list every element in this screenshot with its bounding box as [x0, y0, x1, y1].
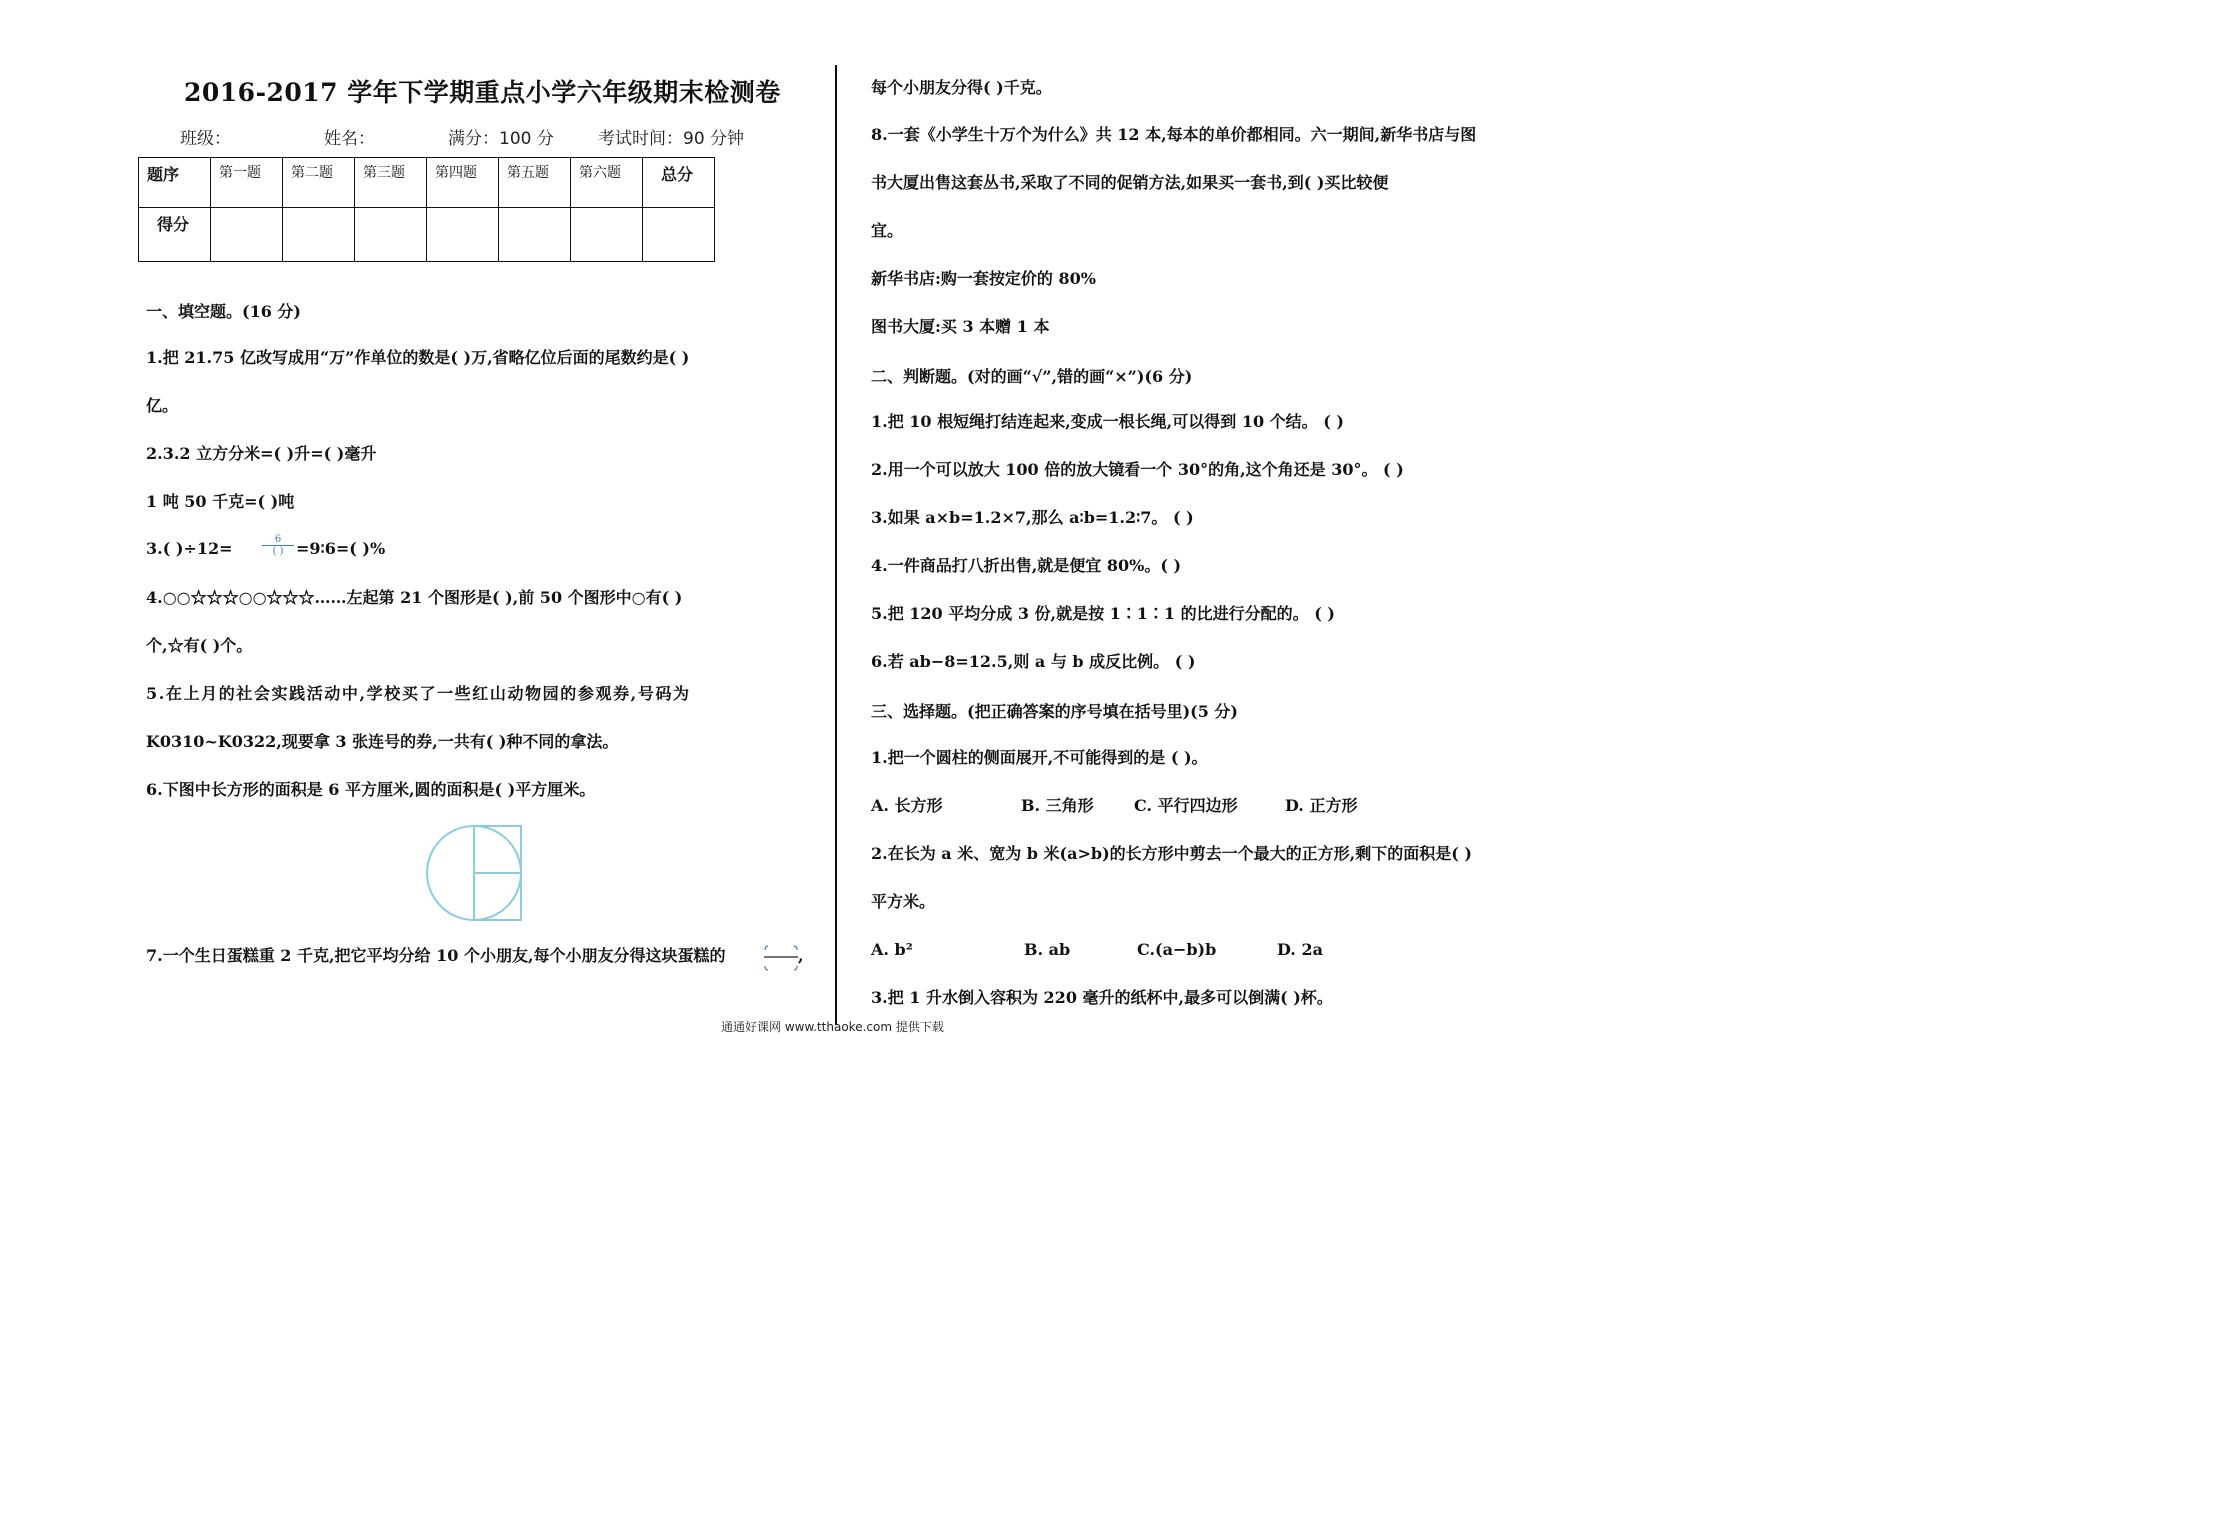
section-multiple-choice: 三、选择题。(把正确答案的序号填在括号里)(5 分)	[871, 702, 1238, 721]
exam-time: 考试时间：90 分钟	[598, 129, 745, 149]
class-label: 班级：	[180, 129, 231, 149]
score-cell-q6: 第六题	[571, 158, 643, 208]
score-blank-cell[interactable]	[427, 208, 499, 262]
choice-1-option-b: B. 三角形	[1021, 796, 1094, 815]
question-2-line1: 2.3.2 立方分米=( )升=( )毫升	[146, 444, 377, 463]
name-label: 姓名：	[324, 129, 375, 149]
score-cell-order: 题序	[139, 158, 211, 208]
score-blank-cell[interactable]	[283, 208, 355, 262]
choice-2-line1: 2.在长为 a 米、宽为 b 米(a>b)的长方形中剪去一个最大的正方形,剩下的面积是( )	[871, 844, 1472, 863]
question-3-fraction	[260, 534, 296, 557]
question-7: 7.一个生日蛋糕重 2 千克,把它平均分给 10 个小朋友,每个小朋友分得这块蛋糕的	[146, 946, 726, 965]
question-8-offer1: 新华书店:购一套按定价的 80%	[871, 269, 1096, 288]
score-cell-q4: 第四题	[427, 158, 499, 208]
judge-2: 2.用一个可以放大 100 倍的放大镜看一个 30°的角,这个角还是 30°。 ( )	[871, 460, 1404, 479]
question-1-line1: 1.把 21.75 亿改写成用“万”作单位的数是( )万,省略亿位后面的尾数约是( )	[146, 348, 690, 367]
circle-rectangle-figure	[420, 820, 530, 925]
choice-2-option-d: D. 2a	[1277, 940, 1323, 959]
score-table-header-row	[139, 158, 715, 208]
question-7-comma: ,	[798, 946, 804, 965]
judge-4: 4.一件商品打八折出售,就是便宜 80%。( )	[871, 556, 1182, 575]
choice-2-option-c: C.(a−b)b	[1137, 940, 1217, 959]
score-blank-cell[interactable]	[499, 208, 571, 262]
question-5-line2: K0310~K0322,现要拿 3 张连号的券,一共有( )种不同的拿法。	[146, 732, 619, 751]
question-7-continued: 每个小朋友分得( )千克。	[871, 78, 1052, 97]
score-blank-cell[interactable]	[211, 208, 283, 262]
score-table-score-row	[139, 208, 715, 262]
question-8-line1: 8.一套《小学生十万个为什么》共 12 本,每本的单价都相同。六一期间,新华书店与图	[871, 125, 1477, 144]
choice-2-option-b: B. ab	[1024, 940, 1071, 959]
question-2-line2: 1 吨 50 千克=( )吨	[146, 492, 295, 511]
question-6: 6.下图中长方形的面积是 6 平方厘米,圆的面积是( )平方厘米。	[146, 780, 596, 799]
score-cell-q2: 第二题	[283, 158, 355, 208]
question-8-line2: 书大厦出售这套丛书,采取了不同的促销方法,如果买一套书,到( )买比较便	[871, 173, 1389, 192]
question-1-line2: 亿。	[146, 396, 179, 415]
judge-6: 6.若 ab−8=12.5,则 a 与 b 成反比例。 ( )	[871, 652, 1196, 671]
choice-3: 3.把 1 升水倒入容积为 220 毫升的纸杯中,最多可以倒满( )杯。	[871, 988, 1333, 1007]
footer-credit: 通通好课网 www.tthaoke.com 提供下载	[721, 1020, 944, 1034]
exam-title: 2016-2017 学年下学期重点小学六年级期末检测卷	[184, 78, 781, 107]
fraction-denominator: ( )	[272, 546, 284, 557]
choice-1-option-d: D. 正方形	[1285, 796, 1358, 815]
score-blank-cell[interactable]	[571, 208, 643, 262]
score-cell-q5: 第五题	[499, 158, 571, 208]
question-8-line3: 宜。	[871, 221, 904, 240]
section-true-false: 二、判断题。(对的画“√”,错的画“×”)(6 分)	[871, 367, 1193, 386]
question-5-line1: 5.在上月的社会实践活动中,学校买了一些红山动物园的参观券,号码为	[146, 684, 691, 703]
choice-1: 1.把一个圆柱的侧面展开,不可能得到的是 ( )。	[871, 748, 1208, 767]
choice-1-option-a: A. 长方形	[871, 796, 943, 815]
score-blank-cell[interactable]	[643, 208, 715, 262]
question-3-pre: 3.( )÷12=	[146, 539, 233, 558]
question-8-offer2: 图书大厦:买 3 本赠 1 本	[871, 317, 1050, 336]
score-cell-total: 总分	[643, 158, 715, 208]
judge-3: 3.如果 a×b=1.2×7,那么 a∶b=1.2∶7。 ( )	[871, 508, 1194, 527]
question-7-fraction-blank	[762, 940, 800, 974]
judge-5: 5.把 120 平均分成 3 份,就是按 1∶1∶1 的比进行分配的。 ( )	[871, 604, 1335, 623]
full-score: 满分：100 分	[448, 129, 554, 149]
choice-1-option-c: C. 平行四边形	[1134, 796, 1238, 815]
judge-1: 1.把 10 根短绳打结连起来,变成一根长绳,可以得到 10 个结。 ( )	[871, 412, 1344, 431]
score-cell-q1: 第一题	[211, 158, 283, 208]
score-blank-cell[interactable]	[355, 208, 427, 262]
choice-2-line2: 平方米。	[871, 892, 936, 911]
choice-2-option-a: A. b²	[871, 940, 913, 959]
section-fill-blank: 一、填空题。(16 分)	[146, 302, 301, 321]
fraction-numerator: 6	[274, 534, 282, 545]
score-cell-q3: 第三题	[355, 158, 427, 208]
question-4-line1: 4.○○☆☆☆○○☆☆☆……左起第 21 个图形是( ),前 50 个图形中○有( )	[146, 588, 683, 607]
score-cell-label: 得分	[139, 208, 211, 262]
column-divider	[835, 65, 837, 1025]
question-4-line2: 个,☆有( )个。	[146, 636, 253, 655]
question-3-post: =9∶6=( )%	[296, 539, 386, 558]
score-table	[138, 157, 715, 262]
